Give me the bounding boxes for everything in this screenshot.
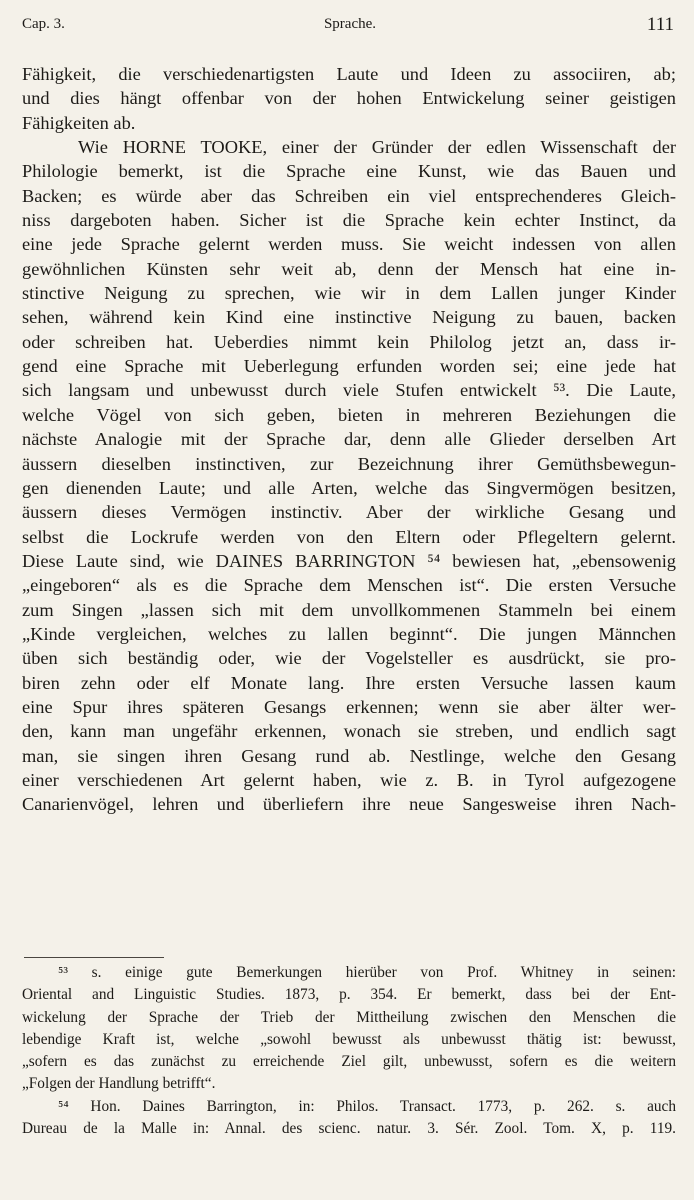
text-line: stinctive Neigung zu sprechen, wie wir in dem Lallen junger Kinder bbox=[22, 283, 676, 304]
text-line: „eingeboren“ als es die Sprache dem Menschen ist“. Die ersten Versuche bbox=[22, 575, 676, 596]
footnote-line: ⁵³ s. einige gute Bemerkungen hierüber von Prof. Whitney in seinen: bbox=[58, 964, 676, 981]
text-line: welche Vögel von sich geben, bieten in mehreren Beziehungen die bbox=[22, 404, 676, 425]
text-line: äussern dieses Vermögen instinctiv. Aber der wirkliche Gesang und bbox=[22, 502, 676, 523]
footnote-line: lebendige Kraft ist, welche „sowohl bewusst als unbewusst thätig ist: bewusst, bbox=[22, 1030, 676, 1048]
footnote-line: wickelung der Sprache der Trieb der Mittheilung zwischen den Menschen die bbox=[22, 1008, 676, 1026]
text-line: den, kann man ungefähr erkennen, wonach sie streben, und endlich sagt bbox=[22, 721, 676, 742]
text-line: einer verschiedenen Art gelernt haben, wie z. B. in Tyrol aufgezogene bbox=[22, 769, 676, 790]
footnote-line: ⁵⁴ Hon. Daines Barrington, in: Philos. Transact. 1773, p. 262. s. auch bbox=[58, 1097, 676, 1115]
main-text bbox=[22, 62, 676, 817]
footnote-divider bbox=[24, 957, 164, 958]
text-line: selbst die Lockrufe werden von den Eltern oder Pflegeltern gelernt. bbox=[22, 526, 676, 547]
footnote-line: „Folgen der Handlung betrifft“. bbox=[22, 1075, 216, 1093]
text-line: man, sie singen ihren Gesang rund ab. Nestlinge, welche den Gesang bbox=[22, 745, 676, 766]
text-line: gend eine Sprache mit Ueberlegung erfunden worden sei; eine jede hat bbox=[22, 356, 676, 377]
text-line: biren zehn oder elf Monate lang. Ihre ersten Versuche lassen kaum bbox=[22, 672, 676, 693]
text-line: üben sich beständig oder, wie der Vogelsteller es ausdrückt, sie pro- bbox=[22, 648, 676, 669]
text-line: Diese Laute sind, wie DAINES BARRINGTON ⁵⁴ bewiesen hat, „ebensowenig bbox=[22, 550, 676, 571]
text-line: Fähigkeiten ab. bbox=[22, 112, 136, 133]
text-line: Philologie bemerkt, ist die Sprache eine Kunst, wie das Bauen und bbox=[22, 161, 676, 182]
chapter-label: Cap. 3. bbox=[22, 16, 65, 32]
text-line: sehen, während kein Kind eine instinctive Neigung zu bauen, backen bbox=[22, 307, 676, 328]
text-line: gen dienenden Laute; und alle Arten, welche das Singvermögen besitzen, bbox=[22, 477, 676, 498]
text-line: „Kinde vergleichen, welches zu lallen beginnt“. Die jungen Männchen bbox=[22, 623, 676, 644]
text-line: Backen; es würde aber das Schreiben ein viel entsprechenderes Gleich- bbox=[22, 185, 676, 206]
text-line: nächste Analogie mit der Sprache dar, denn alle Glieder derselben Art bbox=[22, 429, 676, 450]
text-line: gewöhnlichen Künsten sehr weit ab, denn der Mensch hat eine in- bbox=[22, 258, 676, 279]
text-line: äussern dieselben instinctiven, zur Bezeichnung ihrer Gemüthsbewegun- bbox=[22, 453, 676, 474]
text-line: oder schreiben hat. Ueberdies nimmt kein Philolog jetzt an, dass ir- bbox=[22, 331, 676, 352]
text-line: sich langsam und unbewusst durch viele Stufen entwickelt ⁵³. Die Laute, bbox=[22, 380, 676, 401]
running-title: Sprache. bbox=[323, 16, 377, 32]
text-line: Fähigkeit, die verschiedenartigsten Laute und Ideen zu associiren, ab; bbox=[22, 64, 676, 84]
text-line: Canarienvögel, lehren und überliefern ihre neue Sangesweise ihren Nach- bbox=[22, 794, 676, 815]
text-line: Wie HORNE TOOKE, einer der Gründer der edlen Wissenschaft der bbox=[78, 137, 676, 158]
footnote-line: Dureau de la Malle in: Annal. des scienc. natur. 3. Sér. Zool. Tom. X, p. 119. bbox=[22, 1120, 676, 1138]
text-line: niss dargeboten haben. Sicher ist die Sprache kein echter Instinct, da bbox=[22, 210, 676, 231]
footnotes bbox=[22, 962, 676, 1140]
text-line: eine jede Sprache gelernt werden muss. Sie weicht indessen von allen bbox=[22, 234, 676, 255]
running-header bbox=[22, 16, 678, 42]
footnote-line: Oriental and Linguistic Studies. 1873, p. 354. Er bemerkt, dass bei der Ent- bbox=[22, 986, 676, 1004]
text-line: zum Singen „lassen sich mit dem unvollkommenen Stammeln bei einem bbox=[22, 599, 676, 620]
text-line: und dies hängt offenbar von der hohen Entwickelung seiner geistigen bbox=[22, 88, 676, 109]
page-number: 111 bbox=[646, 14, 674, 35]
footnote-line: „sofern es das zunächst zu erreichende Ziel gilt, unbewusst, sofern es die weitern bbox=[22, 1053, 676, 1071]
text-line: eine Spur ihres späteren Gesangs erkennen; wenn sie aber älter wer- bbox=[22, 696, 676, 717]
